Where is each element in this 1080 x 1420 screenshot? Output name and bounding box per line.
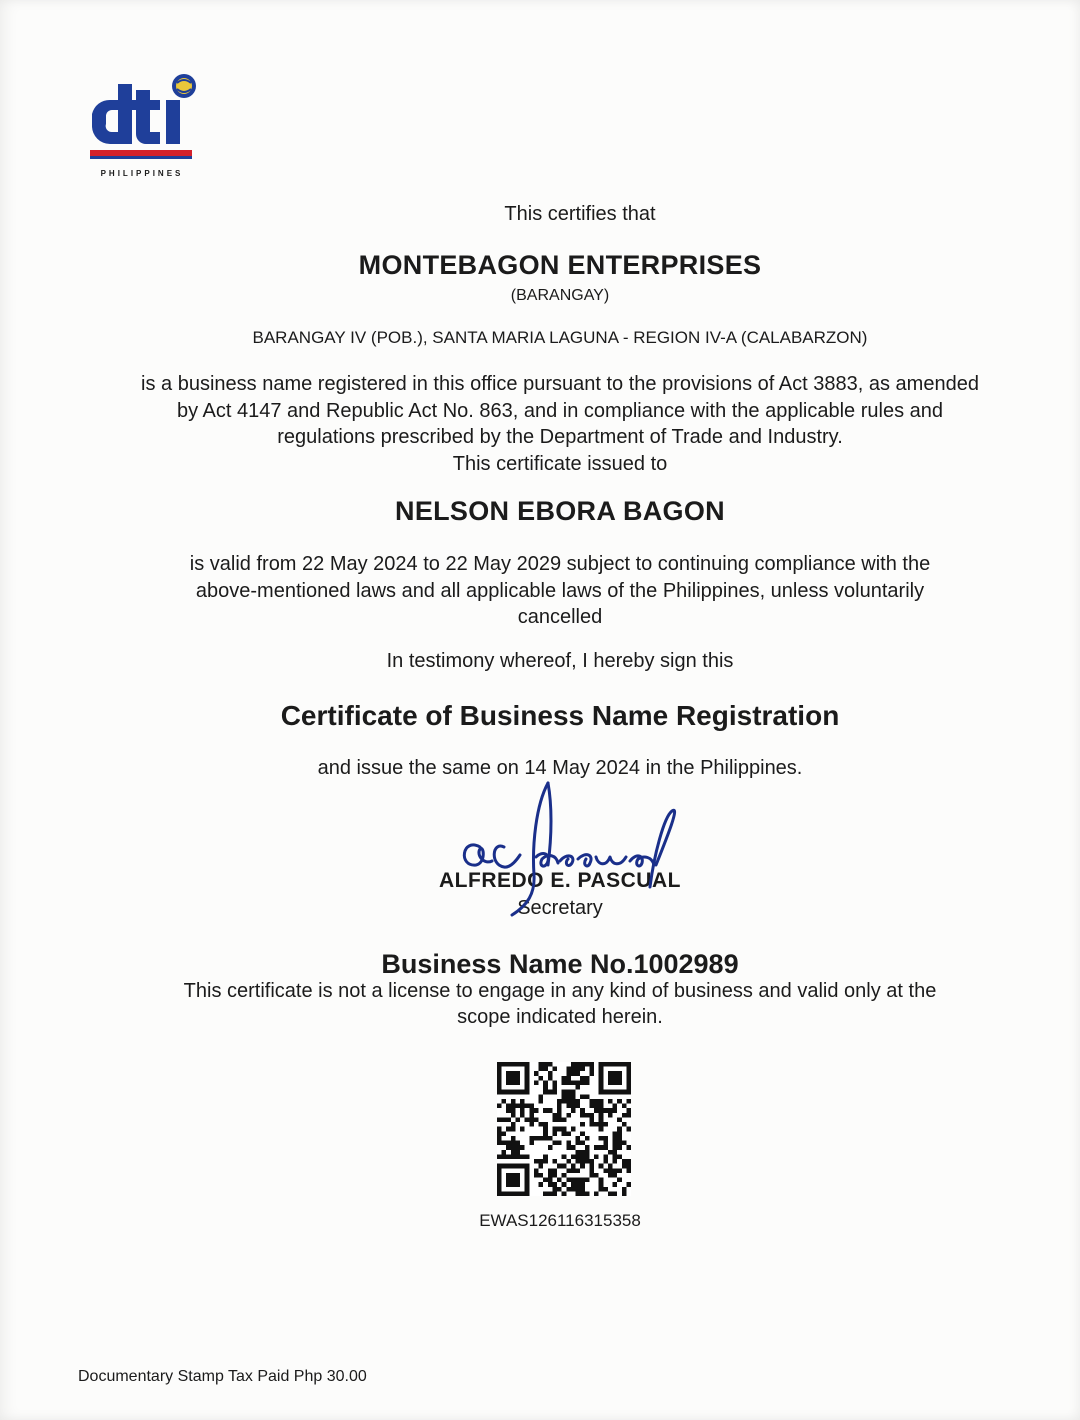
statement-line: This certificate issued to: [452, 452, 668, 475]
statement-line: regulations prescribed by the Department of Trade and Industry.: [277, 426, 843, 448]
testimony-text: In testimony whereof, I hereby sign this: [386, 650, 734, 672]
dti-logo: [86, 70, 206, 182]
business-address: BARANGAY IV (POB.), SANTA MARIA LAGUNA - REGION IV-A (CALABARZON): [252, 328, 868, 347]
business-scope: (BARANGAY): [510, 287, 610, 304]
business-name: MONTEBAGON ENTERPRISES: [358, 250, 762, 280]
reference-code: EWAS126116315358: [479, 1211, 641, 1230]
disclaimer-line: scope indicated herein.: [457, 1005, 663, 1028]
intro-text: This certifies that: [504, 203, 656, 225]
validity-line: above-mentioned laws and all applicable laws of the Philippines, unless voluntarily: [195, 579, 925, 602]
validity-line: cancelled: [517, 606, 603, 628]
statement-line: is a business name registered in this office pursuant to the provisions of Act 3883, as amended: [141, 373, 979, 395]
documentary-stamp-tax: Documentary Stamp Tax Paid Php 30.00: [78, 1368, 367, 1385]
issue-date-text: and issue the same on 14 May 2024 in the Philippines.: [317, 757, 803, 779]
qr-code-icon: [497, 1062, 631, 1196]
certificate-title: Certificate of Business Name Registration: [280, 700, 840, 731]
validity-statement: [20, 551, 1080, 631]
license-disclaimer: [20, 979, 1080, 1030]
validity-line: is valid from 22 May 2024 to 22 May 2029 subject to continuing compliance with the: [189, 553, 931, 575]
logo-country-text: PHILIPPINES: [100, 169, 184, 178]
statement-line: by Act 4147 and Republic Act No. 863, and in compliance with the applicable rules and: [176, 399, 944, 422]
disclaimer-line: This certificate is not a license to engage in any kind of business and valid only at the: [183, 980, 937, 1002]
signatory-title: Secretary: [517, 897, 603, 919]
registration-statement: [20, 371, 1080, 477]
owner-name: NELSON EBORA BAGON: [395, 496, 725, 526]
business-name-number: Business Name No.1002989: [381, 949, 739, 979]
signatory-name: ALFREDO E. PASCUAL: [439, 869, 681, 892]
